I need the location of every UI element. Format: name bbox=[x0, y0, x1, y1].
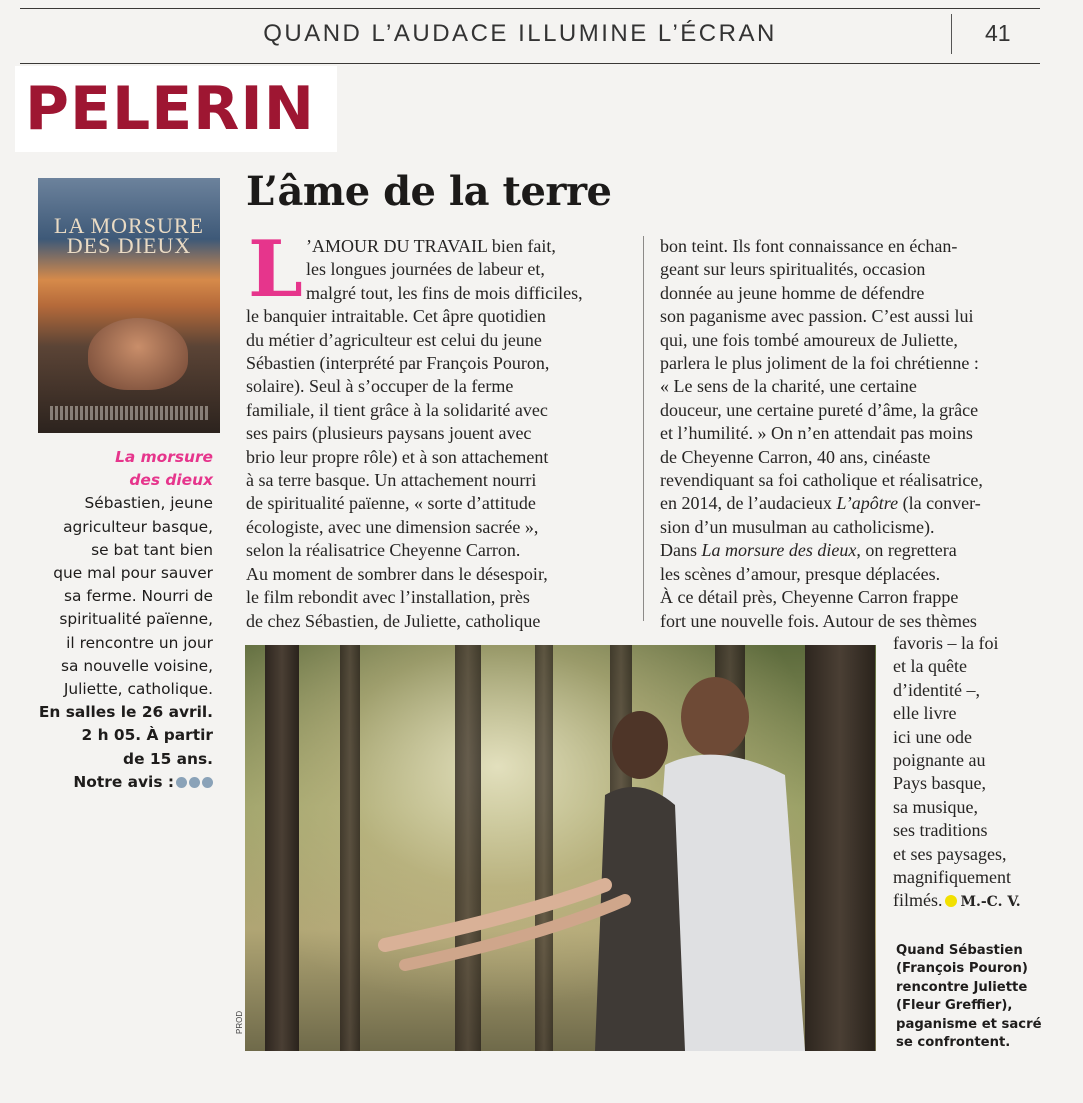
article-line: le banquier intraitable. Cet âpre quotidien bbox=[246, 306, 546, 327]
rating-label: Notre avis : bbox=[73, 772, 174, 791]
article-line: sion d’un musulman au catholicisme). bbox=[660, 516, 935, 537]
author-signature: M.-C. V. bbox=[960, 894, 1021, 911]
photo-caption bbox=[896, 942, 1056, 1052]
film-poster bbox=[38, 178, 220, 433]
sidebar-film-title-1: La morsure bbox=[115, 448, 213, 466]
article-line: d’identité –, bbox=[893, 679, 980, 700]
rating-dot-icon bbox=[202, 777, 213, 788]
sidebar-release: En salles le 26 avril. bbox=[38, 703, 213, 722]
sidebar-film-title-2: des dieux bbox=[129, 471, 213, 490]
caption-line: Quand Sébastien bbox=[896, 943, 1023, 958]
header-divider bbox=[951, 14, 952, 54]
rating-dot-icon bbox=[176, 777, 187, 788]
header-bottom-rule bbox=[20, 63, 1040, 64]
sidebar-synopsis-line: se bat tant bien bbox=[91, 540, 213, 559]
article-line: et ses paysages, bbox=[893, 843, 1007, 864]
article-line: son paganisme avec passion. C’est aussi lui bbox=[660, 306, 974, 327]
poster-couple-image bbox=[88, 318, 188, 390]
running-title: QUAND L’AUDACE ILLUMINE L’ÉCRAN bbox=[263, 20, 777, 47]
article-line: de spiritualité païenne, « sorte d’attitude bbox=[246, 493, 536, 514]
article-line: Sébastien (interprété par François Pouron, bbox=[246, 353, 550, 374]
article-line bbox=[660, 492, 983, 515]
article-line: revendiquant sa foi catholique et réalisatrice, bbox=[660, 470, 983, 491]
article-line: ses traditions bbox=[893, 820, 988, 841]
article-line: malgré tout, les fins de mois difficiles, bbox=[306, 282, 583, 303]
article-column-2 bbox=[660, 235, 983, 633]
article-line: ici une ode bbox=[893, 726, 972, 747]
article-line: selon la réalisatrice Cheyenne Carron. bbox=[246, 540, 521, 561]
sidebar-synopsis-line: Juliette, catholique. bbox=[63, 680, 213, 699]
caption-line: (Fleur Greffier), bbox=[896, 998, 1013, 1014]
sidebar-synopsis-line: que mal pour sauver bbox=[53, 564, 213, 583]
article-line: bon teint. Ils font connaissance en échan- bbox=[660, 236, 958, 256]
sidebar-synopsis-line: sa nouvelle voisine, bbox=[61, 656, 213, 675]
article-line: solaire). Seul à s’occuper de la ferme bbox=[246, 376, 514, 397]
poster-credits bbox=[50, 406, 208, 420]
sidebar-synopsis-line: sa ferme. Nourri de bbox=[63, 587, 213, 606]
article-text: Dans bbox=[660, 540, 702, 561]
article-line: les scènes d’amour, presque déplacées. bbox=[660, 563, 941, 584]
article-line bbox=[893, 889, 1021, 914]
header-top-rule bbox=[20, 8, 1040, 9]
article-line: de chez Sébastien, de Juliette, catholique bbox=[246, 610, 541, 631]
article-line: à sa terre basque. Un attachement nourri bbox=[246, 470, 537, 491]
article-line: douceur, une certaine pureté d’âme, la grâce bbox=[660, 399, 979, 420]
film-still-photo bbox=[245, 645, 876, 1051]
article-line: Au moment de sombrer dans le désespoir, bbox=[246, 563, 548, 584]
couple-figures bbox=[245, 645, 876, 1051]
article-text: (la conver- bbox=[898, 493, 981, 514]
caption-line: se confrontent. bbox=[896, 1035, 1011, 1051]
article-line: familiale, il tient grâce à la solidarité avec bbox=[246, 399, 548, 420]
drop-cap: L bbox=[248, 224, 303, 315]
film-title-apotre: L’apôtre bbox=[836, 493, 899, 514]
article-column-1 bbox=[246, 224, 583, 633]
article-text: , on regrettera bbox=[856, 540, 957, 561]
article-line: favoris – la foi bbox=[893, 633, 999, 653]
article-line: ’AMOUR DU TRAVAIL bien fait, bbox=[306, 236, 556, 256]
article-line: donnée au jeune homme de défendre bbox=[660, 282, 925, 303]
article-column-3 bbox=[893, 632, 1021, 915]
article-text: filmés. bbox=[893, 890, 943, 911]
page-number: 41 bbox=[985, 20, 1011, 46]
article-line: écologiste, avec une dimension sacrée », bbox=[246, 516, 539, 537]
article-line: fort une nouvelle fois. Autour de ses thèmes bbox=[660, 610, 977, 631]
article-line: du métier d’agriculteur est celui du jeune bbox=[246, 329, 542, 350]
rating-dot-icon bbox=[189, 777, 200, 788]
sidebar-synopsis-line: il rencontre un jour bbox=[66, 633, 213, 652]
poster-title bbox=[38, 213, 220, 258]
article-line: magnifiquement bbox=[893, 867, 1011, 888]
article-line: geant sur leurs spiritualités, occasion bbox=[660, 259, 926, 280]
sidebar-synopsis-line: agriculteur basque, bbox=[63, 517, 213, 536]
caption-line: (François Pouron) bbox=[896, 961, 1028, 977]
article-line: les longues journées de labeur et, bbox=[306, 259, 545, 280]
article-line bbox=[660, 539, 983, 562]
poster-title-line1: LA MORSURE bbox=[54, 213, 204, 238]
article-line: sa musique, bbox=[893, 796, 978, 817]
caption-line: paganisme et sacré bbox=[896, 1016, 1042, 1032]
film-info-sidebar bbox=[30, 446, 213, 794]
article-line: le film rebondit avec l’installation, près bbox=[246, 587, 530, 608]
article-text: en 2014, de l’audacieux bbox=[660, 493, 832, 514]
sidebar-synopsis-line: Sébastien, jeune bbox=[84, 494, 213, 513]
article-line: brio leur propre rôle) et à son attachement bbox=[246, 446, 549, 467]
article-line: « Le sens de la charité, une certaine bbox=[660, 376, 917, 397]
article-line: ses pairs (plusieurs paysans jouent avec bbox=[246, 423, 532, 444]
article-line: qui, une fois tombé amoureux de Juliette, bbox=[660, 329, 958, 350]
caption-line: rencontre Juliette bbox=[896, 979, 1028, 995]
article-line: et la quête bbox=[893, 656, 967, 677]
article-line: À ce détail près, Cheyenne Carron frappe bbox=[660, 587, 959, 608]
sidebar-duration: 2 h 05. À partir bbox=[81, 726, 213, 745]
article-headline: L’âme de la terre bbox=[246, 168, 612, 215]
article-line: poignante au bbox=[893, 750, 986, 771]
article-line: et l’humilité. » On n’en attendait pas moins bbox=[660, 423, 973, 444]
logo-box bbox=[15, 66, 337, 152]
end-mark-icon bbox=[945, 895, 957, 907]
article-line: Pays basque, bbox=[893, 773, 986, 794]
article-line: elle livre bbox=[893, 703, 957, 724]
sidebar-synopsis-line: spiritualité païenne, bbox=[59, 610, 213, 629]
photo-credit: PROD bbox=[235, 1010, 244, 1034]
article-line: parlera le plus joliment de la foi chrétienne : bbox=[660, 353, 979, 374]
column-rule bbox=[643, 236, 644, 621]
sidebar-rating bbox=[30, 771, 213, 794]
sidebar-age: de 15 ans. bbox=[123, 749, 213, 768]
article-line: de Cheyenne Carron, 40 ans, cinéaste bbox=[660, 446, 931, 467]
poster-title-line2: DES DIEUX bbox=[66, 233, 192, 258]
film-title-morsure: La morsure des dieux bbox=[701, 540, 857, 561]
magazine-logo: PELERIN bbox=[25, 74, 315, 144]
